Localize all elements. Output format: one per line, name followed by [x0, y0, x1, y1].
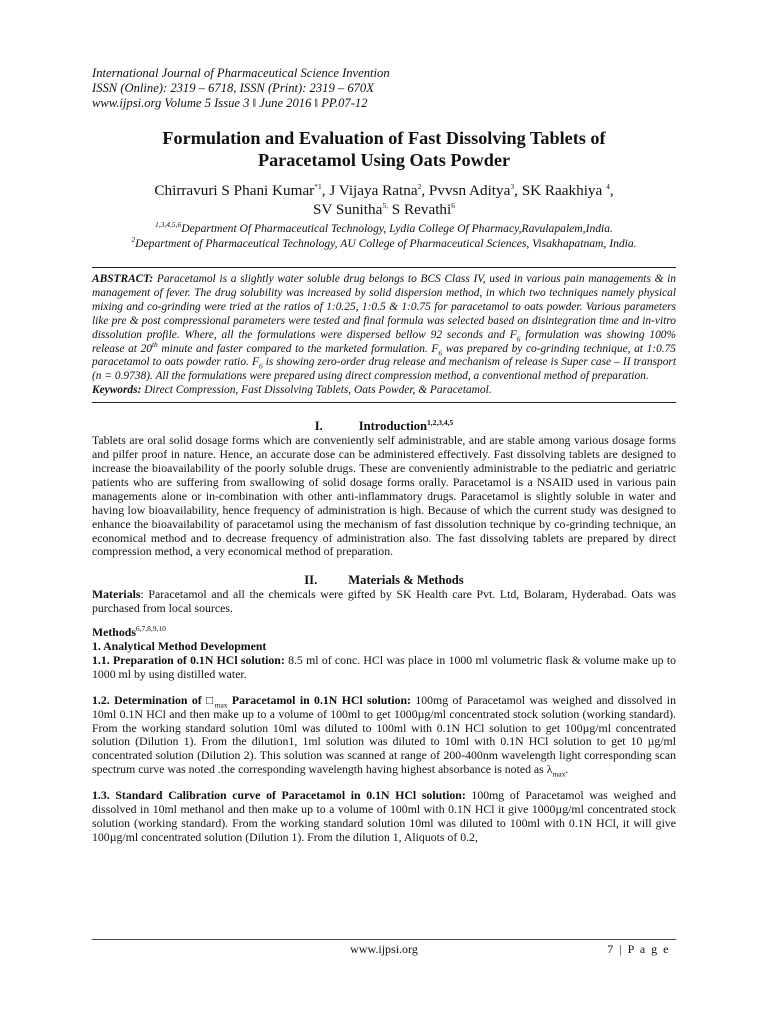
methods-label: Methods	[92, 625, 136, 640]
materials-text: : Paracetamol and all the chemicals were gifted by SK Health care Pvt. Ltd, Bolaram, Hyderabad. Oats was purchased from local sources.	[92, 587, 676, 616]
superscript: th	[151, 339, 158, 349]
affiliation-1	[92, 221, 676, 236]
missing-glyph-box: □	[206, 692, 215, 707]
methods-heading	[92, 626, 676, 640]
journal-issn: ISSN (Online): 2319 – 6718, ISSN (Print): 2319 – 670X	[92, 81, 374, 95]
author-affiliation-mark: 6	[451, 200, 455, 210]
affiliation-2	[92, 236, 676, 251]
section-heading-materials-methods	[92, 573, 676, 588]
subscript: 6	[258, 361, 263, 371]
subsection-text: 100mg of Paracetamol was weighed and dissolved in 10ml methanol and then make up to a volume of 100ml with 0.1N HCl it give 1000µg/ml concentrated stock solution (working standard). From the working standard solution 10ml was diluted to 100ml with 0.1N HCl, it will give 100µg/ml concentrated solution (Dilution 1). From the dilution 1, Aliquots of 0.2,	[92, 788, 676, 844]
analytical-label: 1. Analytical Method Development	[92, 639, 267, 654]
abstract-span: was prepared by co-grinding technique, at 1:0.75 paracetamol to oats powder ratio. F	[92, 342, 676, 369]
author-affiliation-mark: 5,	[382, 200, 388, 210]
abstract-span: formulation was showing 100% release at 20	[92, 328, 676, 355]
section-1-1	[92, 654, 676, 682]
paper-page	[92, 66, 676, 845]
author-list	[92, 181, 676, 219]
author-line-1	[92, 181, 676, 200]
materials-paragraph	[92, 588, 676, 616]
materials-label: Materials	[92, 587, 141, 602]
author-name: SV Sunitha	[312, 201, 383, 218]
abstract-span: Paracetamol is a slightly water soluble drug belongs to BCS Class IV, used in various pain managements & in management of fever. The drug solubility was increased by solid dispersion method, in which two techniques namely physical mixing and co-grinding were tried at the ratios of 1:0.25, 1:0.5 & 1:0.75 for paracetamol to oats powder. Various parameters like pre & post compressional parameters were tested and final formula was selected based on disintegration time and in-vitro dissolution profile. Where, all the formulations were dispersed bellow 92 seconds and F	[92, 273, 676, 341]
abstract-span: is showing zero-order drug release and mechanism of release is Super case – II transport (n = 0.9738). All the formulations were prepared using direct compression method, a conventional method of preparation.	[92, 356, 677, 383]
author-name: S Revathi	[387, 201, 452, 218]
affiliation-text: Department Of Pharmaceutical Technology, Lydia College Of Pharmacy,Ravulapalem,India.	[181, 222, 613, 235]
title-line-1: Formulation and Evaluation of Fast Dissolving Tablets of	[162, 128, 606, 148]
affiliation-mark: 1,3,4,5,6	[155, 220, 182, 230]
author-name: , J Vijaya Ratna	[321, 182, 418, 199]
subsection-text: .	[565, 762, 569, 777]
keywords-text: Direct Compression, Fast Dissolving Tablets, Oats Powder, & Paracetamol.	[141, 384, 492, 397]
subsection-label: 1.3. Standard Calibration curve of Paracetamol in 0.1N HCl solution:	[92, 788, 466, 803]
affiliations	[92, 221, 676, 251]
affiliation-text: Department of Pharmaceutical Technology, AU College of Pharmaceutical Sciences, Visakhapatnam, India.	[135, 237, 637, 250]
subsection-label: Paracetamol in 0.1N HCl solution:	[227, 692, 411, 707]
keywords-label: Keywords:	[92, 384, 142, 397]
journal-volume: www.ijpsi.org Volume 5 Issue 3 ǁ June 2016 ǁ PP.07-12	[92, 96, 368, 110]
section-number: I.	[314, 419, 323, 434]
subsection-label: 1.1. Preparation of 0.1N HCl solution:	[92, 652, 285, 667]
citation-mark: 6,7,8,9,10	[135, 624, 166, 634]
author-name: , SK Raakhiya	[514, 182, 607, 199]
abstract-label: ABSTRACT:	[92, 273, 154, 285]
section-heading-introduction	[92, 419, 676, 434]
subsection-label: 1.2. Determination of	[92, 692, 207, 707]
subscript: 6	[516, 333, 521, 343]
author-name: Chirravuri S Phani Kumar	[154, 182, 315, 199]
section-title: Materials & Methods	[348, 573, 464, 588]
author-affiliation-mark: 4	[606, 181, 610, 191]
subscript: max	[214, 700, 228, 710]
journal-name: International Journal of Pharmaceutical Science Invention	[92, 66, 390, 80]
introduction-paragraph: Tablets are oral solid dosage forms which are conveniently self administrable, and are stable among various dosage forms and pilfer proof in nature. Hence, an accurate dose can be administered effectively. Fast dissolving tablets are designed to increase the bioavailability of the poorly soluble drugs. These are conveniently administrable to the pediatric and geriatric patients who are suffering from swallowing of solid dosage forms orally. Paracetamol is a NSAID used in various pain managements alone or in-combination with other anti-inflammatory drugs. Paracetamol is slightly soluble in water and having low bioavailability, hence frequency of administration is high. Because of which the current study was designed to enhance the bioavailability of paracetamol using the mechanism of fast dissolution technique by co-grinding technique, an economical method and to decrease frequency of administration also. The fast dissolving tablets are prepared by direct compression method, a very economical method of preparation.	[92, 433, 676, 559]
author-affiliation-mark: *1	[314, 181, 322, 191]
section-1-2	[92, 694, 676, 777]
abstract-box	[92, 267, 676, 403]
keywords	[92, 384, 676, 398]
author-affiliation-mark: 2	[417, 181, 422, 191]
subscript: 6	[438, 347, 443, 357]
subscript: max	[552, 769, 566, 779]
abstract-span: minute and faster compared to the marketed formulation. F	[157, 342, 439, 355]
journal-header	[92, 66, 676, 111]
subsection-text: 100mg of Paracetamol was weighed and dissolved in 10ml 0.1N HCl and then make up to a volume of 100ml to get 1000µg/ml concentrated stock solution (working standard). From the working standard solution 10ml was diluted to 100ml with 0.1N HCl solution to get 100µg/ml concentrated solution (Dilution 1). From the dilution1, 1ml solution was diluted to 10ml with 0.1N HCl solution to get 10 µg/ml concentrated solution (Dilution 2). This solution was scanned at range of 200-400nm wavelength light corresponding scan spectrum curve was noted .the corresponding wavelength having highest absorbance is noted as λ	[92, 692, 676, 777]
section-1-3	[92, 789, 676, 845]
page-number: 7 | P a g e	[607, 942, 670, 956]
abstract-text	[92, 273, 676, 384]
author-name: , Pvvsn Aditya	[421, 182, 511, 199]
affiliation-mark: 2	[131, 235, 136, 245]
section-number: II.	[304, 573, 318, 588]
author-line-2	[92, 200, 676, 219]
author-separator: ,	[609, 182, 614, 199]
section-title: Introduction	[358, 419, 428, 434]
paper-title	[92, 127, 676, 171]
footer-url: www.ijpsi.org	[350, 942, 418, 956]
title-line-2: Paracetamol Using Oats Powder	[257, 150, 511, 170]
citation-mark: 1,2,3,4,5	[427, 417, 454, 427]
page-footer	[92, 939, 676, 956]
subsection-text: 8.5 ml of conc. HCl was place in 1000 ml volumetric flask & volume make up to 1000 ml by using distilled water.	[92, 652, 676, 681]
analytical-heading	[92, 640, 676, 654]
author-affiliation-mark: 3	[510, 181, 515, 191]
